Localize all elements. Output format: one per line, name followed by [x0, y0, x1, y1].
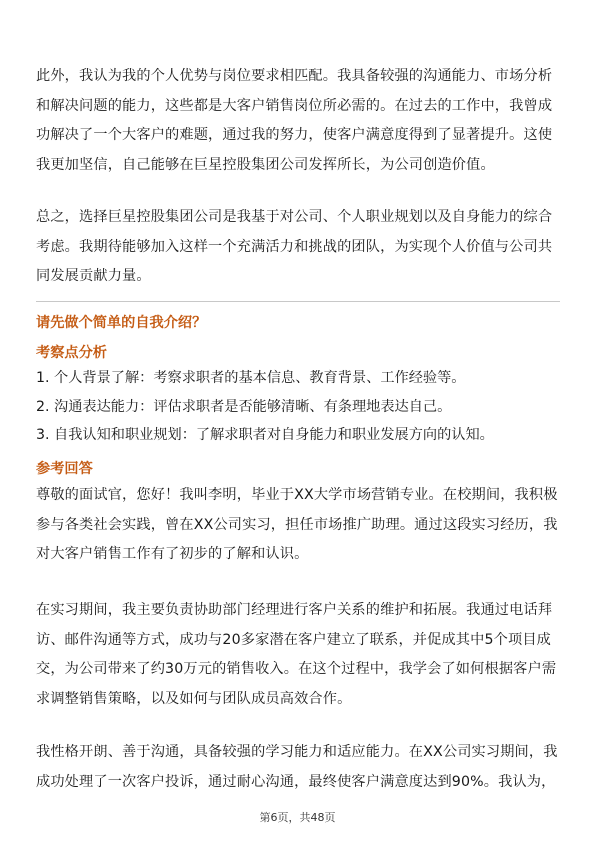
answer-paragraph-3: 我性格开朗、善于沟通，具备较强的学习能力和适应能力。在XX公司实习期间，我成功处理了一次客户投诉，通过耐心沟通，最终使客户满意度达到90%。我认为，: [36, 744, 558, 790]
analysis-item-2: 2. 沟通表达能力：评估求职者是否能够清晰、有条理地表达自己。: [36, 399, 452, 415]
analysis-heading: 考察点分析: [36, 345, 107, 361]
answer-paragraph-1: 尊敬的面试官，您好！我叫李明，毕业于XX大学市场营销专业。在校期间，我积极参与各类社会实践，曾在XX公司实习，担任市场推广助理。通过这段实习经历，我对大客户销售工作有了初步的了解和认识。: [36, 487, 558, 562]
answer-paragraph-2: 在实习期间，我主要负责协助部门经理进行客户关系的维护和拓展。我通过电话拜访、邮件沟通等方式，成功与20多家潜在客户建立了联系，并促成其中5个项目成交，为公司带来了约30万元的销售收入。在这个过程中，我学会了如何根据客户需求调整销售策略，以及如何与团队成员高效合作。: [36, 602, 557, 707]
section-divider: [36, 301, 560, 302]
answer-heading: 参考回答: [36, 461, 93, 477]
page-number: 第6页，共48页: [259, 811, 336, 824]
analysis-item-3: 3. 自我认知和职业规划：了解求职者对自身能力和职业发展方向的认知。: [36, 427, 494, 443]
intro-paragraph-strengths: 此外，我认为我的个人优势与岗位要求相匹配。我具备较强的沟通能力、市场分析和解决问题的能力，这些都是大客户销售岗位所必需的。在过去的工作中，我曾成功解决了一个大客户的难题，通过我的努力，使客户满意度得到了显著提升。这使我更加坚信，自己能够在巨星控股集团公司发挥所长，为公司创造价值。: [36, 68, 553, 173]
analysis-item-1: 1. 个人背景了解：考察求职者的基本信息、教育背景、工作经验等。: [36, 370, 466, 386]
question-title: 请先做个简单的自我介绍？: [36, 315, 207, 331]
intro-paragraph-conclusion: 总之，选择巨星控股集团公司是我基于对公司、个人职业规划以及自身能力的综合考虑。我期待能够加入这样一个充满活力和挑战的团队，为实现个人价值与公司共同发展贡献力量。: [36, 209, 553, 284]
